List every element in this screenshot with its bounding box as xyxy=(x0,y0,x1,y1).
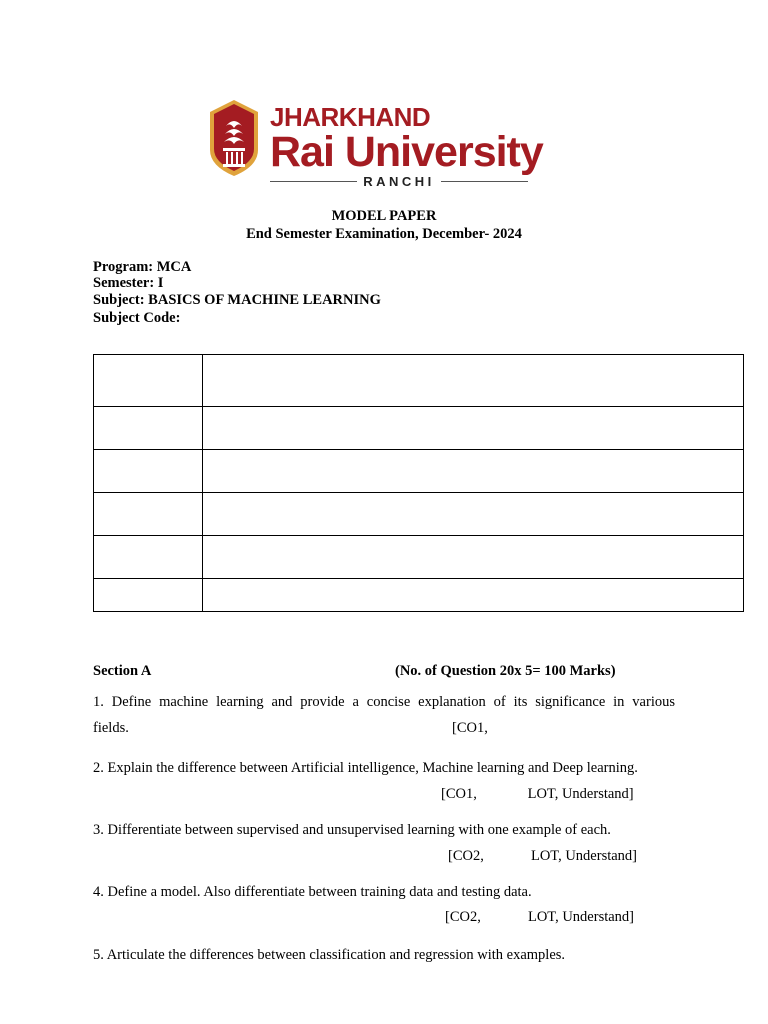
logo-city: RANCHI xyxy=(363,174,435,189)
program-line: Program: MCA xyxy=(93,259,192,275)
section-title: Section A xyxy=(93,663,152,679)
subject-line: Subject: BASICS OF MACHINE LEARNING xyxy=(93,292,381,308)
table-cell xyxy=(203,493,744,536)
table-cell xyxy=(203,450,744,493)
logo-rule-left xyxy=(270,181,357,182)
table-cell xyxy=(94,579,203,612)
exam-subtitle: End Semester Examination, December- 2024 xyxy=(246,226,522,242)
logo-line-3 xyxy=(270,174,528,189)
table-row xyxy=(94,579,744,612)
question-1-line-1: 1. Define machine learning and provide a concise explanation of its significance in various xyxy=(93,694,675,710)
table-row xyxy=(94,536,744,579)
question-3-tag: [CO2, LOT, Understand] xyxy=(448,848,638,864)
question-5 xyxy=(93,942,713,968)
question-4-tag: [CO2, LOT, Understand] xyxy=(445,909,635,925)
university-logo xyxy=(208,98,558,192)
logo-rule-right xyxy=(441,181,528,182)
table-cell xyxy=(94,536,203,579)
question-2 xyxy=(93,755,713,781)
table-cell xyxy=(203,579,744,612)
table-cell xyxy=(94,355,203,407)
semester-line: Semester: I xyxy=(93,275,164,291)
table-row xyxy=(94,407,744,450)
question-2-text: 2. Explain the difference between Artificial intelligence, Machine learning and Deep learning. xyxy=(93,760,638,776)
question-2-tag: [CO1, LOT, Understand] xyxy=(441,786,634,802)
table-cell xyxy=(203,355,744,407)
table-cell xyxy=(94,450,203,493)
question-4 xyxy=(93,879,713,905)
table-row xyxy=(94,450,744,493)
section-marks: (No. of Question 20x 5= 100 Marks) xyxy=(395,663,616,679)
table-row xyxy=(94,355,744,407)
subject-code-line: Subject Code: xyxy=(93,310,181,326)
question-3-text: 3. Differentiate between supervised and unsupervised learning with one example of each. xyxy=(93,822,611,838)
details-table xyxy=(93,354,744,612)
question-1-tag: [CO1, xyxy=(452,720,488,736)
question-1 xyxy=(93,689,675,741)
table-cell xyxy=(94,407,203,450)
question-3 xyxy=(93,817,713,843)
table-row xyxy=(94,493,744,536)
table-cell xyxy=(94,493,203,536)
question-4-text: 4. Define a model. Also differentiate between training data and testing data. xyxy=(93,884,532,900)
page-title: MODEL PAPER xyxy=(331,208,437,224)
question-5-text: 5. Articulate the differences between classification and regression with examples. xyxy=(93,947,566,963)
table-cell xyxy=(203,407,744,450)
table-cell xyxy=(203,536,744,579)
logo-line-2: Rai University xyxy=(270,128,543,176)
logo-line-1: JHARKHAND xyxy=(270,102,431,132)
question-1-line-2: fields. xyxy=(93,720,129,736)
